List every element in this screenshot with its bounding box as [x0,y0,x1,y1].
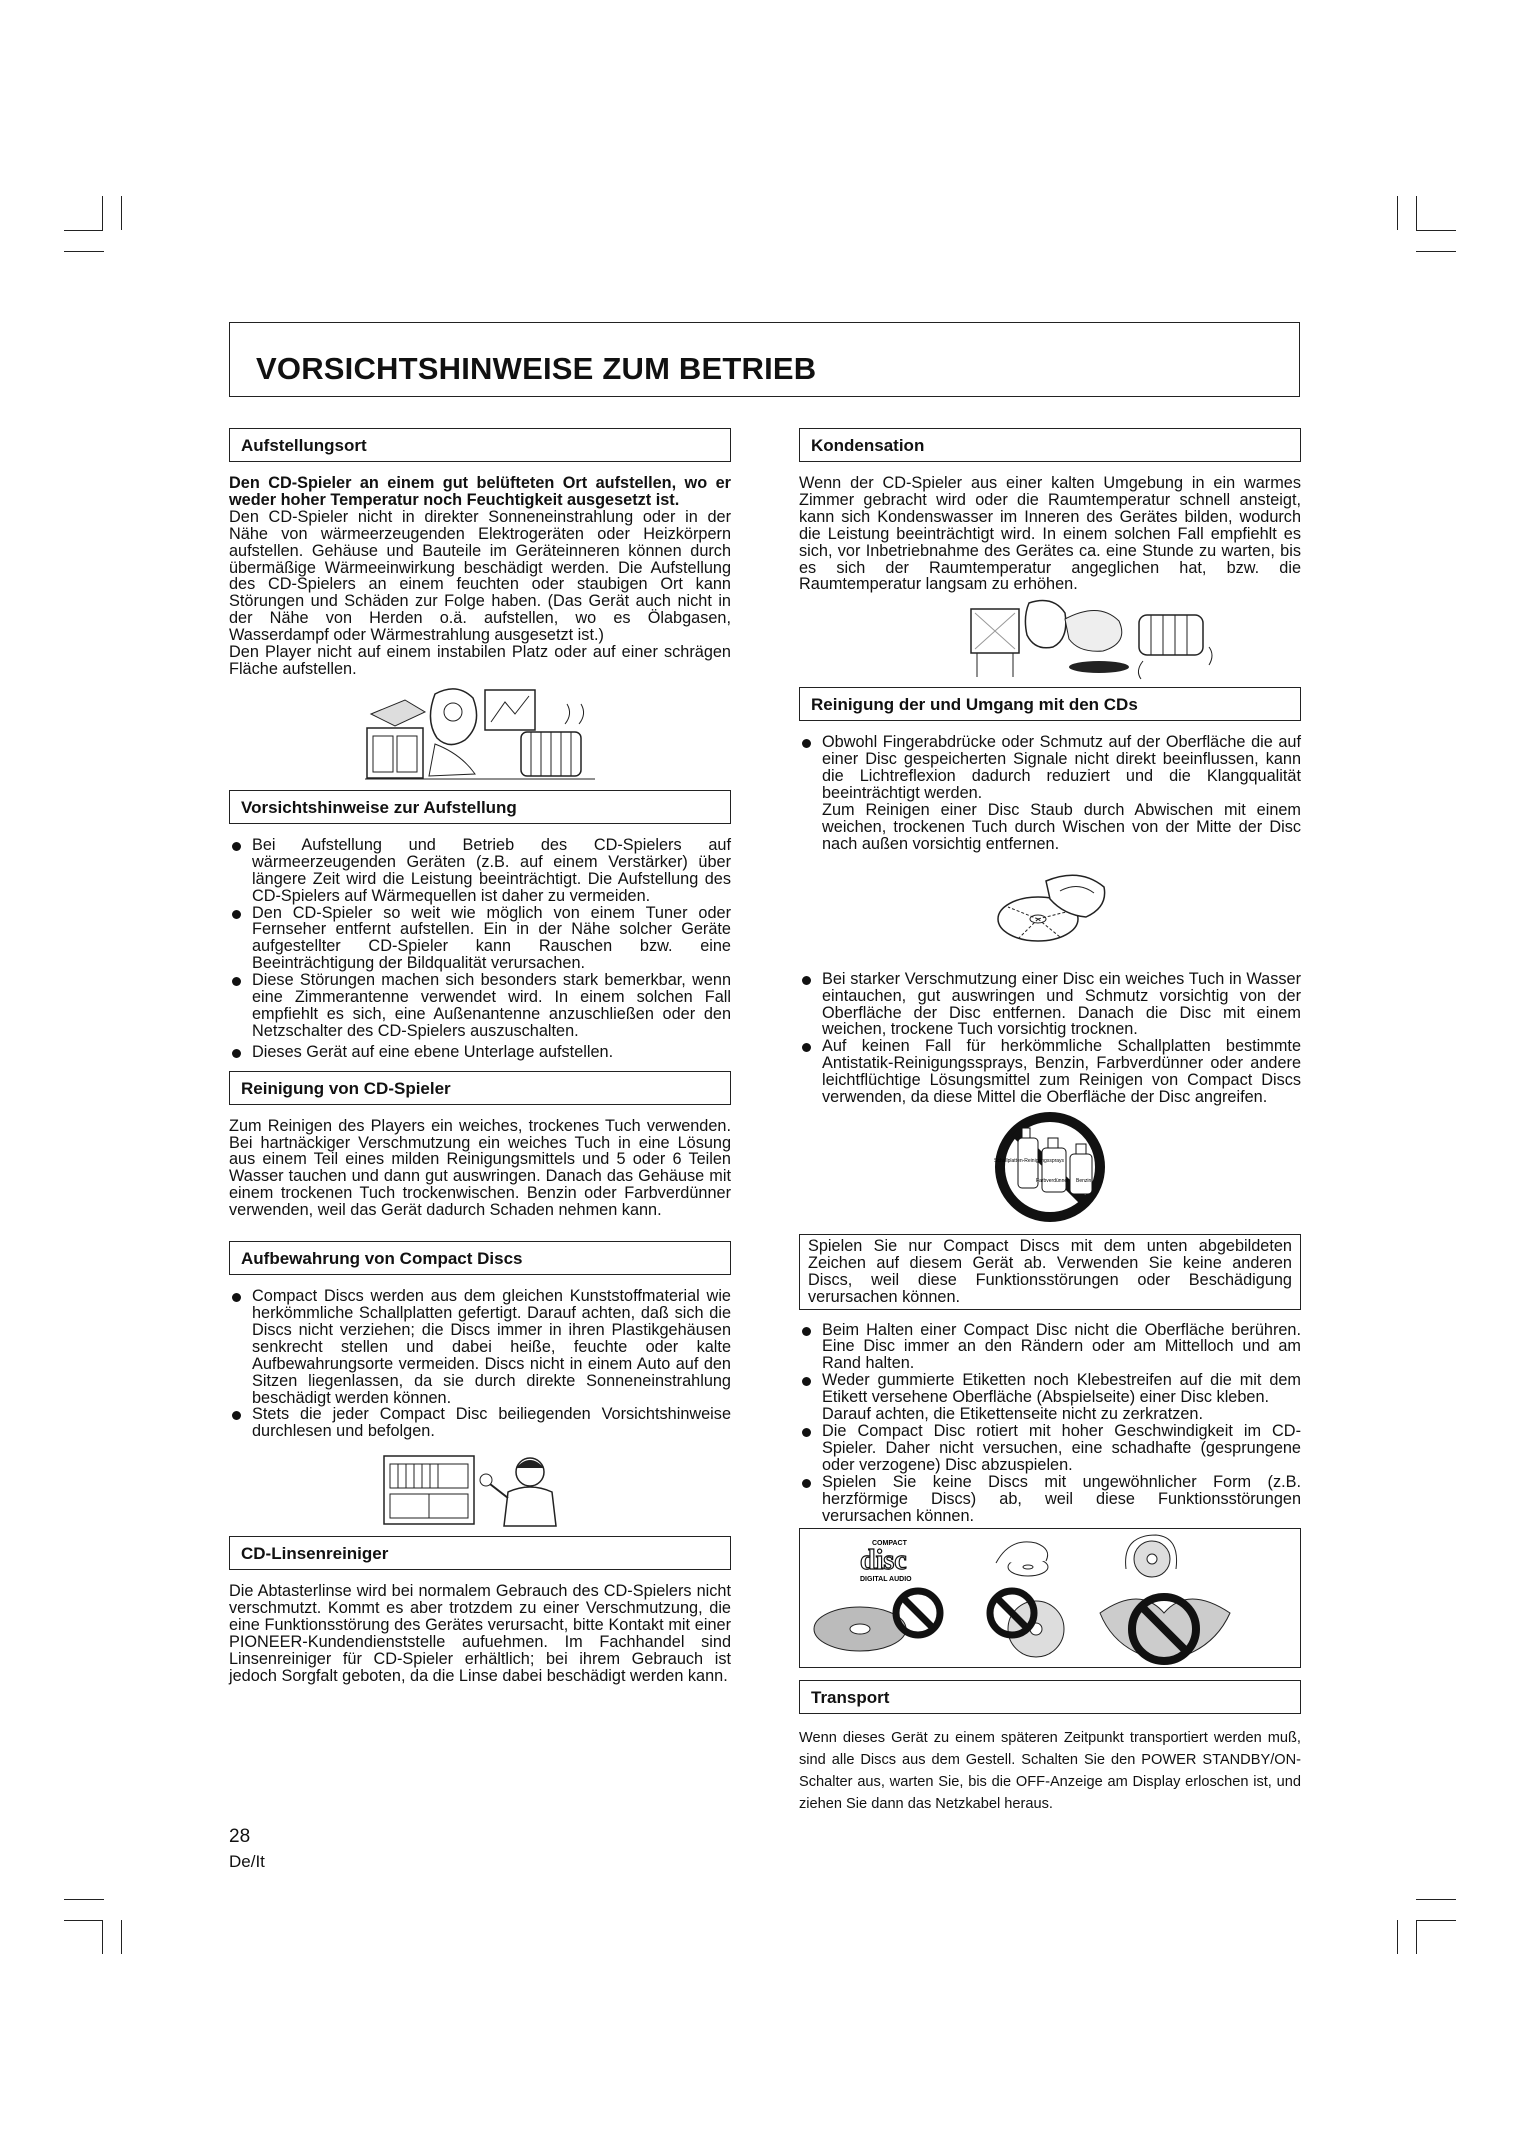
crop-mark [1397,1920,1398,1954]
right-column [799,428,1301,1815]
disc-wipe-illustration [990,867,1110,957]
list-item [799,1372,1301,1423]
list-item [799,734,1301,852]
crop-mark [102,196,103,230]
list-item-text: Obwohl Fingerabdrücke oder Schmutz auf der Oberfläche die auf einer Disc gespeicherten Signale nicht direkt beeinflussen, kann die Lichtreflexion dadurch reduziert und die Klangqualität beeinträchtigt werden. [822,733,1301,803]
aufstellungsort-body: Den CD-Spieler nicht in direkter Sonneneinstrahlung oder in der Nähe von wärmeerzeugenden Elektrogeräten oder Heizkörpern aufstellen. Gehäuse und Bauteile im Geräteinneren können durch übermäßige Wärmeeinwirkung beschädigt werden. Die Aufstellung des CD-Spielers an einem feuchten oder staubigen Ort kann Störungen und Schäden zur Folge haben. (Das Gerät auch nicht in der Nähe von Herden o.ä. aufstellen, wo es Ölabgasen, Wasserdampf oder Wärmestrahlung ausgesetzt ist.) [229,507,731,645]
compact-disc-logo [860,1540,912,1583]
crop-mark [121,196,122,230]
list-item: Die Compact Disc rotiert mit hoher Geschwindigkeit im CD-Spieler. Daher nicht versuchen, eine schadhafte (gesprungene oder verzogene) Disc abzuspielen. [799,1423,1301,1474]
aufstellungsort-body2: Den Player nicht auf einem instabilen Platz oder auf einer schrägen Fläche aufstellen. [229,643,731,678]
disc-handling-illustrations [799,1528,1301,1668]
page-title: VORSICHTSHINWEISE ZUM BETRIEB [256,351,817,386]
aufbewahrung-list [229,1288,731,1440]
page-language: De/It [229,1852,265,1871]
notice-box: Spielen Sie nur Compact Discs mit dem unten abgebildeten Zeichen auf diesem Gerät ab. Verwenden Sie keine anderen Discs, weil diese Funktionsstörungen oder Beschädigung verursachen können. [799,1234,1301,1310]
cds-list-1 [799,734,1301,852]
list-item: Den CD-Spieler so weit wie möglich von einem Tuner oder Fernseher entfernt aufstellen. Ein in der Nähe solcher Geräte aufgestellter CD-Spieler kann Rauschen bzw. eine Beeinträchtigung der Bildqualität verursachen. [229,905,731,973]
crop-mark [1416,196,1417,230]
page-number: 28 [229,1826,251,1847]
condensation-illustration [969,595,1219,681]
no-solvents-illustration [990,1112,1110,1222]
heading-linsen: CD-Linsenreiniger [229,1536,731,1570]
crop-mark [1416,1899,1456,1900]
bottle-label: Benzin [1076,1177,1092,1184]
crop-mark [1416,1920,1456,1921]
transport-body: Wenn dieses Gerät zu einem späteren Zeitpunkt transportiert werden muß, sind alle Discs aus dem Gestell. Schalten Sie den POWER STANDBY/ON-Schalter aus, warten Sie, bis die OFF-Anzeige am Display erloschen ist, und ziehen Sie dann das Netzkabel heraus. [799,1730,1301,1813]
crop-mark [64,251,104,252]
logo-disc-text: disc [860,1545,907,1577]
list-item: Bei Aufstellung und Betrieb des CD-Spielers auf wärmeerzeugenden Geräten (z.B. auf einem Verstärker) über längere Zeit wird die Leistung beeinträchtigt. Die Aufstellung des CD-Spielers auf Wärmequellen ist daher zu vermeiden. [229,837,731,905]
list-item: Bei starker Verschmutzung einer Disc ein weiches Tuch in Wasser eintauchen, gut auswringen und Schmutz vorsichtig von der Oberfläche der Disc entfernen. Danach die Disc mit einem weichen, trockene Tuch vorsichtig trocknen. [799,971,1301,1039]
crop-mark [64,1920,103,1921]
reinigung-body: Zum Reinigen des Players ein weiches, trockenes Tuch verwenden. Bei hartnäckiger Verschmutzung ein weiches Tuch in eine Lösung aus einem Teil eines milden Reinigungsmittels und 5 oder 6 Teilen Wasser tauchen und dann gut auswringen. Danach das Gehäuse mit einem trockenen Tuch trockenwischen. Benzin oder Farbverdünner verwenden, weil das Gerät dadurch Schaden nehmen kann. [229,1116,731,1220]
list-item: Spielen Sie keine Discs mit ungewöhnlicher Form (z.B. herzförmige Discs) ab, weil diese Funktionsstörungen verursachen können. [799,1474,1301,1525]
crop-mark [1416,1920,1417,1954]
list-item: Diese Störungen machen sich besonders stark bemerkbar, wenn eine Zimmerantenne verwendet wird. In einem solchen Fall empfiehlt es sich, eine Außenantenne anzuschließen oder den Netzschalter des CD-Spielers auszuschalten. [229,972,731,1040]
crop-mark [1397,196,1398,230]
crop-mark [121,1920,122,1954]
crop-mark [64,230,103,231]
list-item: Compact Discs werden aus dem gleichen Kunststoffmaterial wie herkömmliche Schallplatten gefertigt. Darauf achten, daß sich die Discs nicht verziehen; die Discs immer in ihren Plastikgehäusen senkrecht stellen und dabei heiße, feuchte oder kalte Aufbewahrungsorte vermeiden. Discs nicht in einem Auto auf den Sitzen liegenlassen, da sie durch direkte Sonneneinstrahlung beschädigt werden können. [229,1288,731,1406]
list-item: Dieses Gerät auf eine ebene Unterlage aufstellen. [229,1044,731,1061]
list-item-text: Zum Reinigen einer Disc Staub durch Abwischen mit einem weichen, trockenen Tuch durch Wischen von der Mitte der Disc nach außen vorsichtig entfernen. [822,800,1301,853]
list-item-text: Darauf achten, die Etikettenseite nicht zu zerkratzen. [822,1405,1204,1424]
kondensation-body: Wenn der CD-Spieler aus einer kalten Umgebung in ein warmes Zimmer gebracht wird oder die Raumtemperatur schnell ansteigt, kann sich Kondenswasser im Inneren des Gerätes bilden, wodurch die Leistung beeinträchtigt wird. In einem solchen Fall empfiehlt es sich, vor Inbetriebnahme des Gerätes ca. eine Stunde zu warten, bis es sich der Raumtemperatur angeglichen hat, bzw. die Raumtemperatur langsam zu erhöhen. [799,474,1301,594]
placement-illustration [365,684,595,782]
crop-mark [1416,251,1456,252]
crop-mark [102,1920,103,1954]
list-item-text: Weder gummierte Etiketten noch Klebestreifen auf die mit dem Etikett versehene Oberfläche (Abspielseite) einer Disc kleben. [822,1371,1301,1407]
heading-aufstellung: Vorsichtshinweise zur Aufstellung [229,790,731,824]
storage-illustration [380,1448,580,1528]
heading-reinigung: Reinigung von CD-Spieler [229,1071,731,1105]
linsen-body: Die Abtasterlinse wird bei normalem Gebrauch des CD-Spielers nicht verschmutzt. Kommt es aber trotzdem zu einer Verschmutzung, die eine Funktionsstörung des Gerätes verursacht, bitte Kontakt mit einer PIONEER-Kundendienststelle aufuehmen. Im Fachhandel sind Linsenreiniger für CD-Spieler erhältlich; bei ihrem Gebrauch ist jedoch Sorgfalt geboten, da die Linse dabei beschädigt werden kann. [229,1582,731,1685]
heading-aufbewahrung: Aufbewahrung von Compact Discs [229,1241,731,1275]
logo-digital-text: DIGITAL AUDIO [860,1576,912,1584]
logo-compact-text: COMPACT [872,1540,907,1548]
crop-mark [64,1899,104,1900]
list-item: Stets die jeder Compact Disc beiliegenden Vorsichtshinweise durchlesen und befolgen. [229,1406,731,1440]
bottle-label: Schallplatten-Reinigungssprays [994,1157,1065,1164]
heading-kondensation: Kondensation [799,428,1301,462]
bottle-label: Farbverdünner [1036,1177,1069,1184]
aufstellungsort-lead: Den CD-Spieler an einem gut belüfteten Ort aufstellen, wo er weder hoher Temperatur noch Feuchtigkeit ausgesetzt ist. [229,474,731,509]
list-item: Beim Halten einer Compact Disc nicht die Oberfläche berühren. Eine Disc immer an den Rändern oder am Mittelloch und am Rand halten. [799,1322,1301,1373]
handling-list [799,1322,1301,1525]
heading-transport: Transport [799,1680,1301,1714]
crop-mark [1416,230,1456,231]
heading-cds: Reinigung der und Umgang mit den CDs [799,687,1301,721]
cds-list-2 [799,971,1301,1106]
left-column [229,428,731,1685]
title-box [229,322,1300,397]
list-item: Auf keinen Fall für herkömmliche Schallplatten bestimmte Antistatik-Reinigungssprays, Benzin, Farbverdünner oder andere leichtflüchtige Lösungsmittel zum Reinigen von Compact Discs verwenden, da diese Mittel die Oberfläche der Disc angreifen. [799,1038,1301,1106]
disc-handling-svg [800,1529,1298,1665]
aufstellung-list [229,837,731,1061]
heading-aufstellungsort: Aufstellungsort [229,428,731,462]
